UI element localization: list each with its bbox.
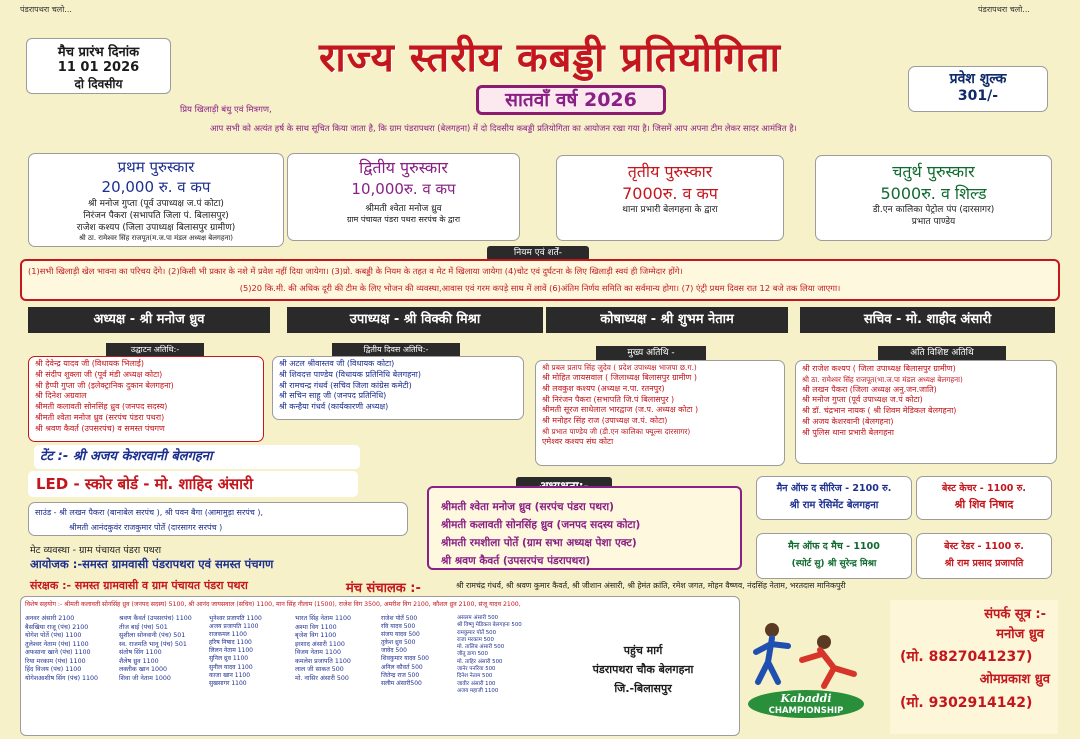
prize-amount: 7000रु. व कप [622, 183, 718, 203]
donor-entry: बैसखिया राजू (पंच) 2100 [25, 623, 89, 631]
donor-entry: जीतू डागा 500 [457, 651, 488, 658]
guest-line: श्री मनोहर सिंह राज (उपाध्यक्ष ज.पं. कोटा) [542, 416, 668, 426]
prize-third [556, 155, 784, 241]
award-man-of-series [756, 476, 912, 520]
award-by: श्री राम प्रसाद प्रजापति [944, 558, 1024, 569]
prize-line: श्री मनोज गुप्ता (पूर्व उपाध्यक्ष ज.पं कोटा) [88, 198, 224, 209]
donor-entry: अजय प्रजापति 1100 [209, 623, 259, 631]
prize-title: प्रथम पुरुस्कार [117, 158, 195, 176]
page-title: राज्य स्तरीय कबड्डी प्रतियोगिता [319, 34, 781, 81]
contact-box [890, 600, 1058, 734]
donor-entry: संजय यादव 500 [381, 631, 420, 639]
guest-line: श्री अटल श्रीवास्तव जी (विधायक कोटा) [279, 359, 395, 368]
guest-line: श्रीमती कलावती सोनसिंह ध्रुव (जनपद सदस्य) [35, 402, 168, 412]
start-date-label: मैच प्रारंभ दिनांक [57, 45, 140, 60]
special-guest-title: अति विशिष्ट अतिथि [878, 346, 1006, 361]
donor-entry: भुनेश्वर प्रजापति 1100 [209, 615, 262, 622]
prize-line: निरंजन पैकरा (सभापति जिला पं. बिलासपुर) [83, 210, 229, 221]
donor-entry: जितेन्द्र राज 500 [381, 671, 420, 679]
prize-amount: 5000रु. व शिल्ड [880, 183, 987, 203]
route-line-1: पंडरापथरा चौक बेलगहना [592, 663, 694, 676]
donor-entry: श्री विष्णु मेडिकल बेलगहना 500 [457, 622, 522, 629]
donor-entry: संतोष सिंग 1100 [119, 649, 162, 656]
guest-line: श्री हैप्पी गुप्ता जी (इलेक्ट्रानिक दुकान बेलगहना) [35, 380, 174, 390]
donor-panel [20, 596, 740, 736]
donor-entry: सुनिल ध्रुव 1100 [209, 655, 249, 663]
contact-label: संपर्क सूत्र :- [984, 607, 1046, 622]
rules-box [20, 259, 1060, 301]
start-date-box [26, 38, 171, 94]
second-day-guests [272, 356, 524, 420]
donor-column [209, 615, 293, 696]
rules-title: नियम एवं शर्तें- [487, 246, 589, 261]
prize-first [28, 153, 284, 247]
rules-line-2: (5)20 कि.मी. की अधिक दूरी की टीम के लिए भोजन की व्यवस्था,आवास एवं गरम कपड़े साथ में लावें (6)अंतिम निर्णय समिति का सर्वमान्य होगा। (7) एंट्री प्रथम दिवस रात 12 बजे तक लिया जाएगा। [239, 283, 841, 293]
tent-line: टेंट :- श्री अजय केशरवानी बेलगहना [34, 445, 360, 469]
guest-line: श्री रामचन्द्र गंधर्व (सचिव जिला कांग्रेस कमेटी) [279, 380, 412, 390]
start-date: 11 01 2026 [57, 60, 140, 75]
official-vice-president: उपाध्यक्ष - श्री विक्की मिश्रा [287, 307, 543, 333]
donor-entry: राजेश पोर्ते 500 [381, 615, 418, 622]
guest-line: श्री राजेश कश्यप ( जिला उपाध्यक्ष बिलासपुर ग्रामीण) [802, 364, 956, 373]
donor-column [119, 615, 207, 696]
donor-entry: अफसाना खाने (पंच) 1100 [25, 649, 91, 656]
donor-entry: लक्तीक खान 1000 [119, 666, 168, 673]
presidency-line: श्रीमती कलावती सोनसिंह ध्रुव (जनपद सदस्य कोटा) [441, 519, 641, 531]
donor-entry: लिलन नेताम 1100 [209, 647, 253, 655]
inaugural-title: उद्घाटन अतिथि:- [106, 343, 204, 357]
donor-entry: श्रवण कैवर्त (उपसरपंच) 1100 [119, 615, 192, 622]
award-best-raider [916, 533, 1052, 579]
donor-entry: कमलेश प्रजापति 1100 [295, 657, 351, 665]
tagline-right: पंडरापथरा चलो... [978, 5, 1030, 14]
donor-column [295, 615, 379, 696]
entry-fee-label: प्रवेश शुल्क [949, 71, 1007, 87]
donor-entry: जावीर अंसारी 100 [457, 680, 496, 687]
edition-badge: सातवाँ वर्ष 2026 [476, 85, 666, 115]
donor-entry: शिवा जी नेताम 1000 [119, 674, 171, 682]
guest-line: श्री प्रभात पाण्डेय जी (डी.एन कालिका फ्यूल्स दारसागर) [542, 426, 691, 436]
donor-entry: मो. नासिर अंसारी 500 [295, 674, 349, 682]
donor-entry: असलम अंसारी 500 [457, 615, 499, 621]
donor-entry: हरिष निषाद 1100 [209, 639, 252, 647]
donor-entry: लाल जी साकत 500 [295, 666, 344, 673]
donor-entry: भारत सिंह नेताम 1100 [295, 615, 351, 622]
donor-entry: सलीम अंसारी500 [381, 679, 422, 687]
donor-entry: सुखसागर 1100 [209, 679, 247, 687]
donor-entry: अनवर अंसारी 2100 [25, 615, 75, 622]
donor-entry: हिंद विजय (पंच) 1100 [25, 666, 82, 673]
prize-line: थाना प्रभारी बेलगहना के द्वारा [622, 205, 718, 216]
donor-entry: स्व. राजमति भानू (पंच) 501 [119, 640, 187, 648]
donor-entry: जावेद 500 [381, 647, 407, 655]
prize-title: चतुर्थ पुरुस्कार [892, 162, 975, 181]
donor-entry: काजा खान 1100 [209, 671, 251, 679]
prize-fourth [815, 155, 1052, 241]
guest-line: श्री अजय केशरवानी (बेलगहना) [802, 416, 894, 426]
guest-line: श्री श्रवण कैवर्त (उपसरपंच) व समस्त पंचगण [35, 423, 165, 433]
guest-line: श्री मनोज गुप्ता (पूर्व उपाध्यक्ष ज.पं कोटा) [802, 395, 923, 405]
sound-box [28, 502, 408, 536]
donor-column [457, 615, 549, 696]
prize-amount: 20,000 रु. व कप [101, 178, 211, 197]
guest-line: श्री दिनेश अग्रवाल [35, 391, 87, 401]
award-by: श्री राम रेसिमेंट बेलगहना [789, 500, 879, 511]
presidency-line: श्रीमती रमशीला पोर्ते (ग्राम सभा अध्यक्ष पेशा एक्ट) [441, 537, 637, 549]
special-guests [795, 360, 1057, 464]
award-title: बेस्ट रेडर - 1100 रु. [944, 541, 1024, 552]
donor-entry: अजय महाजी 1100 [457, 687, 499, 694]
route-box [551, 615, 735, 696]
sound-line-1: साउंड - श्री लखन पैकरा (बानाबेल सरपंच ), श्री पवन बैगा (आमामुड़ा सरपंच ), [35, 508, 264, 517]
donor-entry: तुलेश्वर नेताम (पंच) 1100 [25, 640, 89, 648]
prize-amount: 10,000रु. व कप [351, 179, 456, 198]
led-line: LED - स्कोर बोर्ड - मो. शाहिद अंसारी [28, 471, 358, 497]
donor-entry: सुशीला सोनवानी (पंच) 501 [119, 632, 186, 639]
presidency-box [427, 486, 742, 570]
entry-fee-box [908, 66, 1048, 112]
guest-line: श्री ठा. रामेश्वर सिंह राजपूत(भा.ज.पा मंडल अध्यक्ष बेलगहना) [802, 374, 963, 384]
guest-line: श्रीमती सूरज साधेलाल भारद्वाज (ज.प. अध्यक्ष कोटा ) [542, 405, 699, 415]
rules-line-1: (1)सभी खिलाड़ी खेल भावना का परिचय देंगे। (2)किसी भी प्रकार के नशे में प्रवेश नहीं दिया जायेगा। (3)प्रो. कबड्डी के नियम के तहत व मेट में खिलाया जायेगा (4)चोट एवं दुर्घटना के लिए खिलाड़ी स्वयं ही जिम्मेदार होंगे। [28, 266, 683, 276]
patron-line: संरक्षक :- समस्त ग्रामवासी व ग्राम पंचायत पंडरा पथरा [30, 579, 248, 592]
prize-line: राजेश कश्यप (जिला उपाध्यक्ष बिलासपुर ग्रामीण) [76, 222, 236, 233]
award-title: मैन ऑफ द सीरिज - 2100 रु. [776, 483, 892, 494]
stage-names: श्री रामचंद्र गंधर्व, श्री श्रवण कुमार कैवर्त, श्री जीशान अंसारी, श्री हेमंत क्रांति, रमेश जगत, मोहन वैष्णव, नंदसिंह नेताम, भरतदास मानिकपुरी [456, 581, 846, 590]
donor-entry: अनिल कौवर्त 500 [381, 663, 423, 671]
donor-entry: सुनील यादव 1100 [209, 663, 253, 671]
guest-line: श्री पुलिस थाना प्रभारी बेलगहना [802, 427, 894, 437]
award-man-of-match [756, 533, 912, 579]
donor-entry: राजा मरकाम 500 [457, 636, 494, 643]
meet-arrangement: मेट व्यवस्था - ग्राम पंचायत पंडरा पथरा [30, 545, 162, 556]
prize-line: ग्राम पंचायत पंडरा पथरा सरपंच के द्वारा [346, 214, 461, 224]
kabaddi-logo [744, 612, 868, 722]
invite-line-2: आप सभी को अत्यंत हर्ष के साथ सूचित किया जाता है, कि ग्राम पंडरापथरा (बेलगहना) में दो दिवसीय कबड्डी प्रतियोगिता का आयोजन रखा गया है। जिसमें आप अपना टीम लेकर सादर आमंत्रित है। [210, 123, 797, 133]
guest-line: श्री कन्हैया गंधर्व (कार्यकारणी अध्यक्ष) [279, 402, 389, 412]
donor-entry: विजय नेताम 1100 [295, 649, 341, 656]
special-help: विशेष सहयोग :- श्रीमती कलावती सोनसिंह ध्रुव (जनपद सदस्य) 5100, श्री आनंद जायसवाल (सचिव) 1100, मान सिंह नीलाम (1500), राजेश विग 3500, अमरीश विग 2100, कौशल ध्रुव 2100, संजू यादव 2100, [25, 601, 521, 608]
tagline-left: पंडरापथरा चलो... [20, 5, 72, 14]
guest-line: श्री मोहित जायसवाल ( जिलाध्यक्ष बिलासपुर ग्रामीण ) [542, 372, 697, 382]
official-secretary: सचिव - मो. शाहीद अंसारी [800, 307, 1055, 333]
donor-entry: अश्मा विग 1100 [295, 623, 337, 631]
prize-line: श्रीमती श्वेता मनोज ध्रुव [365, 203, 442, 214]
contact-phone-1: (मो. 8827041237) [900, 649, 1033, 665]
donor-entry: तुकेश ध्रुव 500 [381, 639, 416, 647]
donor-column [25, 615, 117, 696]
donor-entry: राजकमल 1100 [209, 631, 247, 639]
entry-fee: 301/- [957, 88, 999, 104]
official-treasurer: कोषाध्यक्ष - श्री शुभम नेताम [546, 307, 788, 333]
donor-entry: शिवकुमार यादव 500 [381, 655, 429, 663]
guest-line: श्री सचिन साहू जी (जनपद प्रतिनिधि) [279, 391, 387, 401]
donor-entry: रिया मरकाम (पंच) 1100 [25, 657, 86, 665]
guest-line: श्री शिवदत्त पाण्डेय (विधायक प्रतिनिधि बेलगहना) [279, 369, 422, 379]
guest-line: श्री प्रबल प्रताप सिंह जुदेव ( प्रदेश उपाध्यक्ष भाजपा छ.ग.) [542, 363, 697, 372]
inaugural-guests [28, 356, 264, 442]
donor-entry: रामकुमार पोर्ते 500 [457, 629, 497, 636]
guest-line: श्री लवकुश कश्यप (अध्यक्ष न.पा. रतनपुर) [542, 383, 665, 393]
donor-entry: दिनेश नेताम 500 [457, 673, 493, 680]
chief-guest-title: मुख्य अतिथि - [596, 346, 706, 361]
donor-columns [25, 615, 735, 696]
presidency-line: श्री श्रवण कैवर्त (उपसरपंच पंडरापथरा) [441, 555, 591, 567]
guest-line: श्रीमती श्वेता मनोज ध्रुव (सरपंच पंडरा पथरा) [35, 412, 165, 422]
guest-line: श्री डॉ. चंद्रभान नायक ( श्री शिवम मेडिकल बेलगहना) [802, 406, 957, 416]
prize-line: श्री ठा. रामेश्वर सिंह राजपूत(म.ज.पा मंडल अध्यक्ष बेलगहना) [78, 233, 234, 242]
guest-line: श्री संदीप शुक्ला जी (पूर्व मंडी अध्यक्ष कोटा) [35, 369, 163, 379]
donor-entry: रवि यादव 500 [381, 623, 416, 631]
donor-entry: इरशाद अंसारी 1100 [295, 640, 345, 648]
stage-label: मंच संचालक :- [346, 581, 421, 596]
official-president: अध्यक्ष - श्री मनोज ध्रुव [28, 307, 270, 333]
route-label: पहुंच मार्ग [623, 644, 663, 657]
invite-line-1: प्रिय खिलाड़ी बंधु एवं मित्रगण, [180, 105, 272, 115]
contact-phone-2: (मो. 9302914142) [900, 695, 1033, 711]
duration: दो दिवसीय [74, 77, 123, 91]
prize-line: डी.एन कालिका पेट्रोल पंप (दारसागर) [872, 205, 995, 216]
guest-line: श्री देवेन्द्र यादव जी (विधायक भिलाई) [35, 359, 144, 368]
route-line-2: जि.-बिलासपुर [614, 682, 672, 695]
award-by: (स्पोर्ट सु) श्री सुरेन्द्र मिश्रा [791, 559, 877, 569]
donor-entry: योगेश पोर्ते (पंच) 1100 [25, 632, 82, 639]
guest-line: श्री लखन पैकरा (जिला अध्यक्ष अनु.जन.जाति) [802, 384, 937, 394]
donor-entry: योगेशआशीष सिंग (पंच) 1100 [25, 674, 99, 682]
donor-entry: शैलेष ध्रुव 1100 [119, 657, 159, 665]
prize-line: प्रभात पाण्डेय [911, 217, 956, 228]
guest-line: श्री निरंजन पैकरा (सभापति जि.पं बिलासपुर ) [542, 394, 675, 404]
presidency-line: श्रीमती श्वेता मनोज ध्रुव (सरपंच पंडरा पथरा) [441, 501, 614, 513]
second-day-title: द्वितीय दिवस अतिथि:- [332, 343, 460, 357]
award-best-catcher [916, 476, 1052, 520]
logo-text-1: Kabaddi [780, 692, 832, 705]
logo-text-2: CHAMPIONSHIP [768, 706, 844, 716]
award-title: बेस्ट केचर - 1100 रु. [941, 483, 1027, 494]
donor-entry: जानेर पनरिया 500 [457, 666, 496, 673]
donor-entry: बृजेश विग 1100 [295, 632, 337, 639]
chief-guests [535, 360, 785, 466]
donor-entry: मो. ताहिर अंसारी 500 [457, 658, 503, 665]
award-by: श्री शिव निषाद [954, 498, 1014, 511]
sound-line-2: श्रीमती आनंदकुवंर राजकुमार पोर्ते (दारसागर सरपंच ) [69, 523, 223, 532]
contact-name-1: मनोज ध्रुव [996, 627, 1044, 642]
donor-entry: मो. तालिब अंसारी 500 [457, 644, 505, 651]
contact-name-2: ओमप्रकाश ध्रुव [979, 672, 1050, 687]
prize-title: तृतीय पुरुस्कार [627, 162, 713, 181]
guest-line: एमेश्वर कश्यप संघ कोटा [542, 436, 614, 446]
award-title: मैन ऑफ द मैच - 1100 [788, 541, 880, 552]
donor-entry: तीज बाई (पंच) 501 [119, 623, 168, 631]
prize-title: द्वितीय पुरुस्कार [359, 158, 448, 177]
organizer: आयोजक :-समस्त ग्रामवासी पंडरापथरा एवं समस्त पंचगण [30, 557, 274, 571]
prize-second [287, 153, 520, 241]
donor-column [381, 615, 455, 696]
